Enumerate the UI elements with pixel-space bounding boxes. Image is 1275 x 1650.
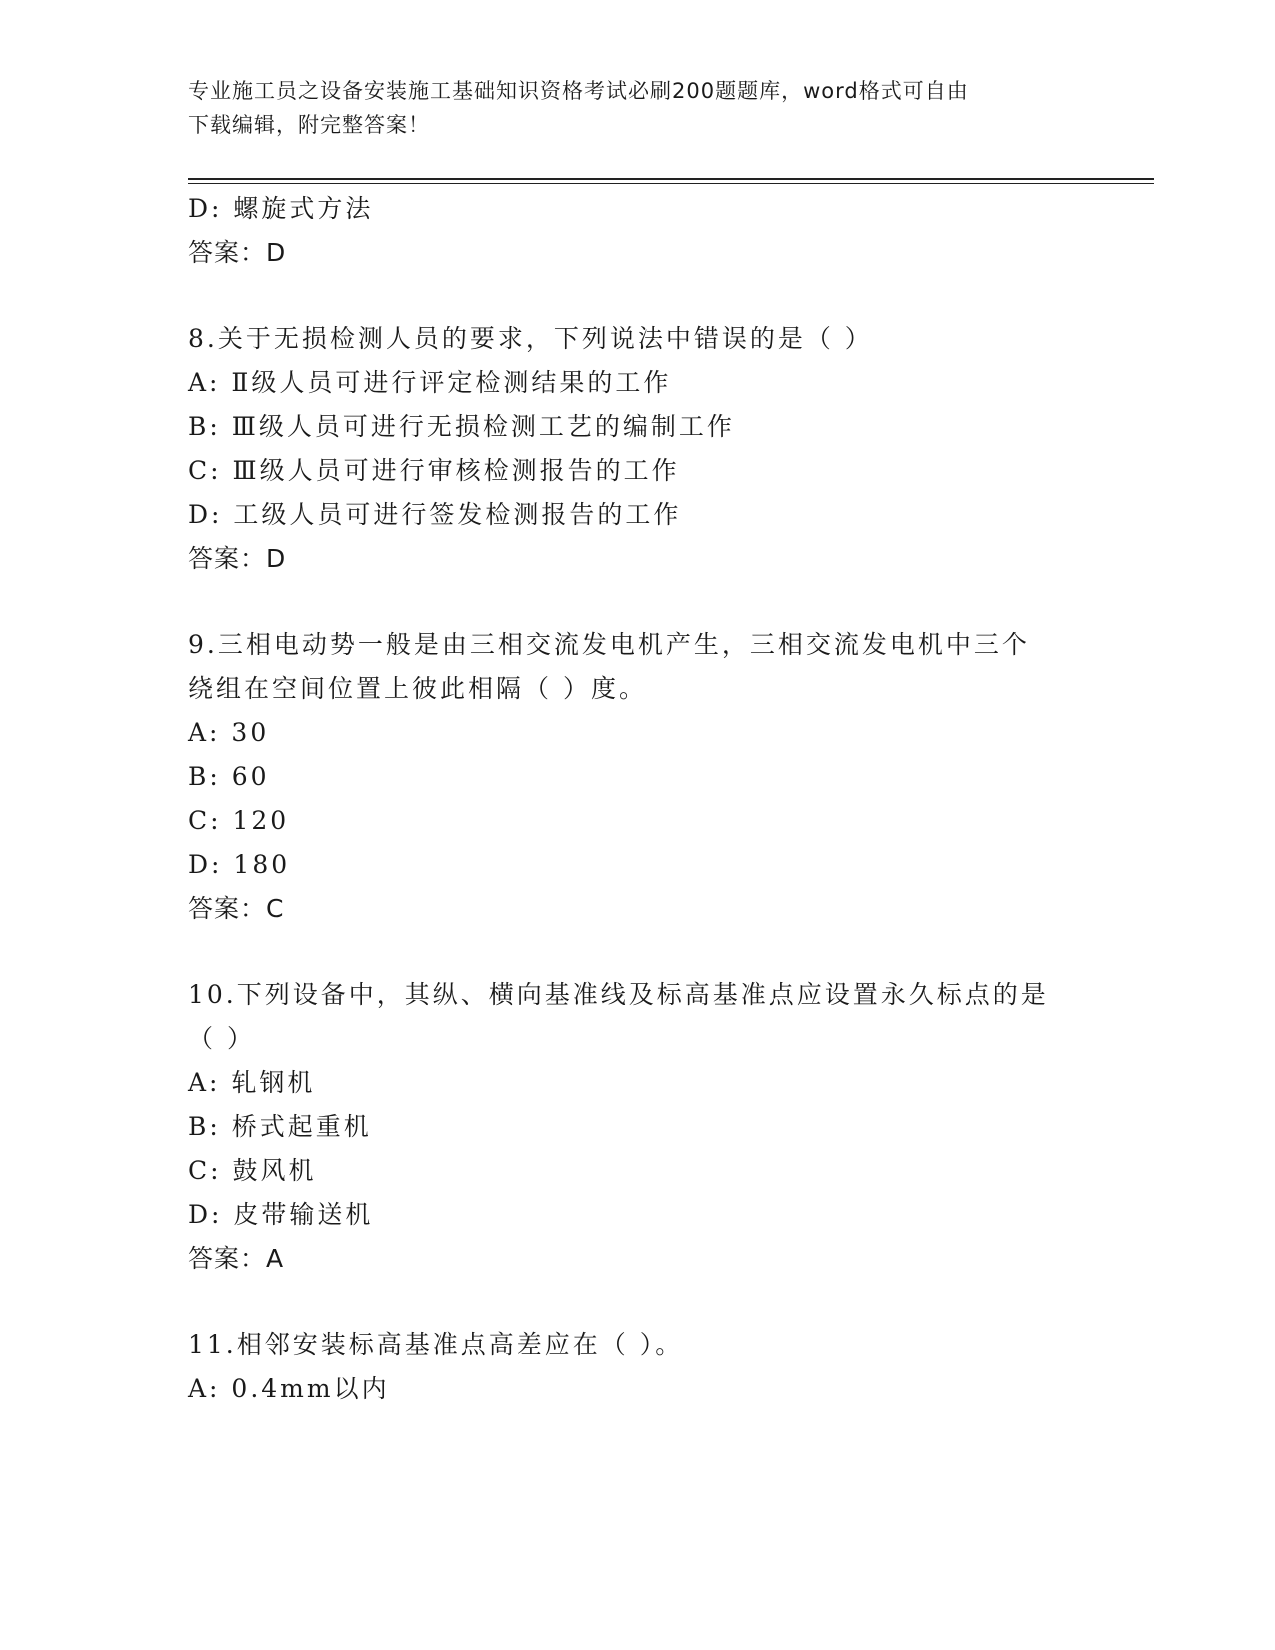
q10-question-line-2: （ ） [188, 1024, 255, 1053]
header-rule-thick [188, 178, 1154, 180]
header-line-1: 专业施工员之设备安装施工基础知识资格考试必刷200题题库，word格式可自由 [188, 79, 969, 103]
q7-option-d: D: 螺旋式方法 [188, 194, 374, 223]
q10-question-line-1: 10.下列设备中，其纵、横向基准线及标高基准点应设置永久标点的是 [188, 980, 1049, 1009]
q10-option-b: B: 桥式起重机 [188, 1112, 372, 1141]
q10-option-a: A: 轧钢机 [188, 1068, 316, 1097]
q8-question: 8.关于无损检测人员的要求，下列说法中错误的是（ ） [188, 324, 873, 353]
q9-answer: 答案：C [188, 894, 285, 923]
q10-option-c: C: 鼓风机 [188, 1156, 317, 1185]
q8-option-a: A: Ⅱ级人员可进行评定检测结果的工作 [188, 368, 672, 397]
q8-answer: 答案：D [188, 544, 287, 573]
q11-option-a: A: 0.4mm以内 [188, 1374, 390, 1403]
header-line-2: 下载编辑，附完整答案！ [188, 113, 430, 137]
q9-option-d: D: 180 [188, 850, 291, 879]
header-rule-thin [188, 183, 1154, 184]
q9-option-c: C: 120 [188, 806, 290, 835]
page-header [188, 74, 1088, 142]
q10-option-d: D: 皮带输送机 [188, 1200, 374, 1229]
q11-question: 11.相邻安装标高基准点高差应在（ ）。 [188, 1330, 684, 1359]
q9-question-line-2: 绕组在空间位置上彼此相隔（ ）度。 [188, 674, 647, 703]
q9-option-a: A: 30 [188, 718, 270, 747]
q7-answer: 答案：D [188, 238, 287, 267]
q10-answer: 答案：A [188, 1244, 285, 1273]
q8-option-d: D: 工级人员可进行签发检测报告的工作 [188, 500, 682, 529]
q9-option-b: B: 60 [188, 762, 270, 791]
q9-question-line-1: 9.三相电动势一般是由三相交流发电机产生，三相交流发电机中三个 [188, 630, 1030, 659]
q8-option-c: C: Ⅲ级人员可进行审核检测报告的工作 [188, 456, 680, 485]
q8-option-b: B: Ⅲ级人员可进行无损检测工艺的编制工作 [188, 412, 735, 441]
